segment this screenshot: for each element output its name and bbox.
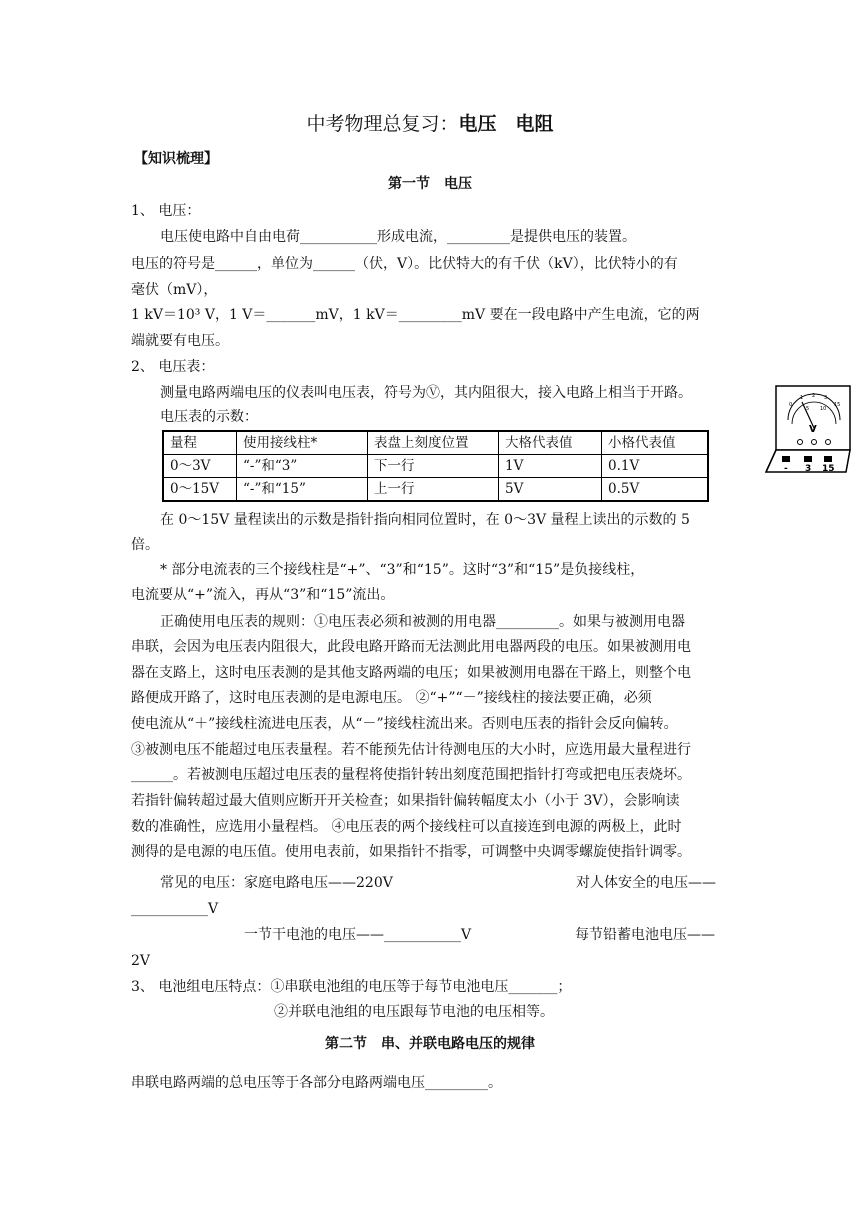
table-header-row [163, 431, 708, 455]
scale-label: 1 [800, 395, 804, 401]
paragraph-3b: 端就要有电压。 [131, 333, 229, 349]
paragraph-6a: 在 0～15V 量程读出的示数是指针指向相同位置时，在 0～3V 量程上读出的示数的 5 [160, 512, 690, 528]
paragraph-4: 测量电路两端电压的仪表叫电压表，符号为Ⓥ，其内阻很大，接入电路上相当于开路。 [160, 385, 692, 401]
table-header-cell: 小格代表值 [602, 431, 709, 455]
item2-label: 2、 电压表： [131, 359, 215, 375]
table-cell: 0.5V [602, 478, 709, 502]
scale-label: 0 [789, 402, 793, 408]
item3-label: 3、 电池组电压特点：①串联电池组的电压等于每节电池电压_______； [131, 979, 572, 995]
page-title: 中考物理总复习：电压 电阻 [306, 113, 554, 135]
paragraph-2b: 毫伏（mV）， [131, 282, 218, 298]
paragraph-7a: * 部分电流表的三个接线柱是“+”、“3”和“15”。这时“3”和“15”是负接线柱， [160, 562, 645, 578]
terminal-label: - [784, 464, 788, 474]
paragraph-9: 串联电路两端的总电压等于各部分电路两端电压_________。 [131, 1075, 502, 1091]
paragraph-6b: 倍。 [131, 537, 159, 553]
voltmeter-illustration [762, 380, 854, 480]
terminal-icon [782, 456, 790, 462]
paragraph-3a: 1 kV＝10³ V，1 V＝_______mV，1 kV＝_________mV 要在一段电路中产生电流，它的两 [131, 307, 700, 323]
paragraph-8-line: 测得的是电源的电压值。使用电表前，如果指针不指零，可调整中央调零螺旋使指针调零。 [131, 844, 691, 860]
scale-label: 10 [820, 406, 827, 412]
table-cell: 0～15V [163, 478, 237, 502]
lead-cell-value: 2V [131, 953, 151, 969]
voltmeter-table [162, 430, 709, 502]
scale-label: 15 [834, 402, 841, 408]
item1-label: 1、 电压： [131, 203, 201, 219]
table-cell: “-”和“15” [237, 478, 368, 502]
safe-voltage-blank: ___________V [131, 901, 219, 917]
dry-cell-voltage: 一节干电池的电压——___________V [244, 927, 472, 943]
table-cell: 0.1V [602, 455, 709, 478]
table-cell: 0～3V [163, 455, 237, 478]
lead-cell-voltage: 每节铅蓄电池电压—— [575, 927, 715, 943]
paragraph-7b: 电流要从“+”流入，再从“3”和“15”流出。 [131, 587, 395, 603]
table-cell: 1V [499, 455, 602, 478]
table-header-cell: 使用接线柱* [237, 431, 368, 455]
table-row [163, 478, 708, 502]
household-voltage: 常见的电压：家庭电路电压——220V [160, 875, 393, 891]
paragraph-5: 电压表的示数： [160, 409, 258, 425]
table-header-cell: 表盘上刻度位置 [368, 431, 499, 455]
table-row [163, 455, 708, 478]
paragraph-1: 电压使电路中自由电荷___________形成电流，_________是提供电压的装置。 [160, 229, 636, 245]
terminal-icon [804, 456, 812, 462]
paragraph-8-line: ______。若被测电压超过电压表的量程将使指针转出刻度范围把指针打弯或把电压表烧坏。 [131, 767, 691, 783]
table-header-cell: 量程 [163, 431, 237, 455]
table-cell: 5V [499, 478, 602, 502]
item3-parallel: ②并联电池组的电压跟每节电池的电压相等。 [274, 1004, 554, 1020]
paragraph-8-line: 若指针偏转超过最大值则应断开开关检查；如果指针偏转幅度太小（小于 3V），会影响读 [131, 793, 680, 809]
table-cell: 上一行 [368, 478, 499, 502]
safe-voltage: 对人体安全的电压—— [576, 875, 716, 891]
paragraph-8-line: 器在支路上，这时电压表测的是其他支路两端的电压；如果被测用电器在干路上，则整个电 [131, 665, 691, 681]
table-cell: 下一行 [368, 455, 499, 478]
needle-letter: V [809, 424, 817, 435]
section1-heading: 第一节 电压 [388, 176, 472, 192]
scale-label: 3 [824, 395, 828, 401]
paragraph-8-line: 数的准确性，应选用小量程档。 ④电压表的两个接线柱可以直接连到电源的两极上，此时 [131, 819, 682, 835]
paragraph-8-line: 路便成开路了，这时电压表测的是电源电压。 ②“+”“－”接线柱的接法要正确，必须 [131, 690, 652, 706]
paragraph-8-line: 正确使用电压表的规则：①电压表必须和被测的用电器_________。如果与被测用电器 [160, 614, 685, 630]
paragraph-8-line: ③被测电压不能超过电压表量程。若不能预先估计待测电压的大小时，应选用最大量程进行 [131, 742, 691, 758]
paragraph-8-line: 串联，会因为电压表内阻很大，此段电路开路而无法测此用电器两段的电压。如果被测用电 [131, 639, 691, 655]
scale-label: 5 [806, 406, 810, 412]
terminal-icon [824, 456, 832, 462]
table-cell: “-”和“3” [237, 455, 368, 478]
section2-heading: 第二节 串、并联电路电压的规律 [325, 1036, 535, 1052]
paragraph-2a: 电压的符号是______，单位为______（伏，V）。比伏特大的有千伏（kV），比伏特小的有 [131, 256, 678, 272]
table-header-cell: 大格代表值 [499, 431, 602, 455]
terminal-label: 15 [822, 464, 835, 474]
knowledge-heading: 【知识梳理】 [134, 151, 218, 167]
paragraph-8-line: 使电流从“＋”接线柱流进电压表，从“－”接线柱流出来。否则电压表的指针会反向偏转。 [131, 716, 678, 732]
terminal-label: 3 [805, 464, 812, 474]
scale-label: 2 [812, 393, 816, 399]
